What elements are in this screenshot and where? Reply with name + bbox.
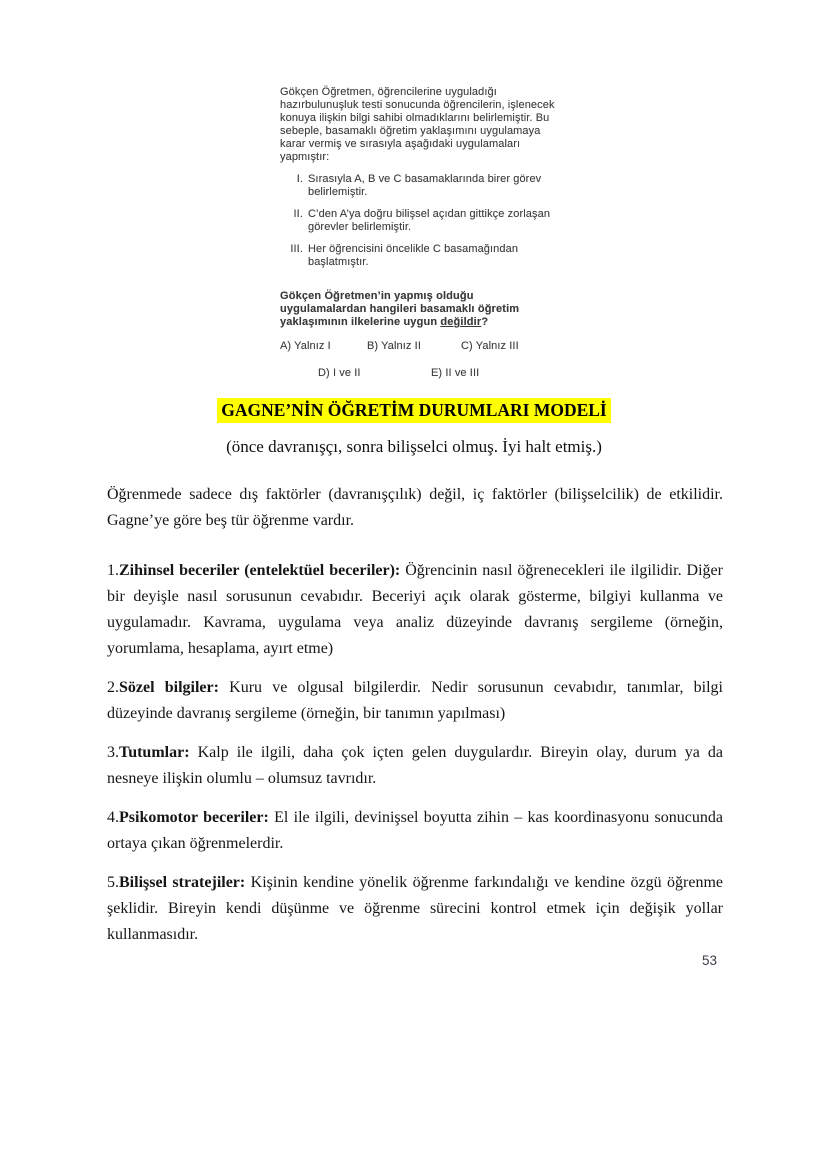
- learning-type-1: [107, 558, 723, 662]
- stem-underlined-word: değildir: [440, 316, 482, 328]
- options-row-2: [280, 367, 560, 381]
- option-e: E) II ve III: [431, 367, 480, 379]
- section-subtitle: (önce davranışçı, sonra bilişselci olmuş. İyi halt etmiş.): [226, 437, 602, 456]
- item-text: Kişinin kendine yönelik öğrenme farkındalığı ve kendine özgü öğrenme şeklidir. Bireyin kendi düşünme ve öğrenme sürecini kontrol etmek için değişik yollar kullanmasıdır.: [107, 874, 724, 943]
- roman-item-text: C’den A’ya doğru bilişsel açıdan gittikçe zorlaşan görevler belirlemiştir.: [308, 208, 551, 233]
- roman-numeral: II.: [293, 208, 303, 220]
- roman-item-text: Her öğrencisini öncelikle C basamağından başlatmıştır.: [308, 243, 519, 268]
- item-label: Sözel bilgiler:: [119, 679, 219, 696]
- question-image-block: [280, 86, 560, 381]
- stem-question-mark: ?: [481, 316, 489, 328]
- roman-numeral: I.: [296, 173, 303, 185]
- learning-type-2: [107, 675, 723, 727]
- roman-numeral: III.: [290, 243, 303, 255]
- item-text: Kuru ve olgusal bilgilerdir. Nedir sorusunun cevabıdır, tanımlar, bilgi düzeyinde davranış sergileme (örneğin, bir tanımın yapılması): [107, 679, 724, 722]
- question-intro-text: Gökçen Öğretmen, öğrencilerine uyguladığı hazırbulunuşluk testi sonucunda öğrencilerin, işlenecek konuya ilişkin bilgi sahibi olmadıklarını belirlemiştir. Bu sebeple, basamaklı öğretim yaklaşımını uygulamaya karar vermiş ve sırasıyla aşağıdaki uygulamaları yapmıştır:: [280, 86, 555, 163]
- item-text: Kalp ile ilgili, daha çok içten gelen duygulardır. Bireyin olay, durum ya da nesneye ilişkin olumlu – olumsuz tavrıdır.: [107, 744, 723, 787]
- learning-type-5: [107, 870, 723, 948]
- item-number: 3.: [107, 744, 119, 761]
- section-title: [0, 400, 828, 421]
- body-text: [107, 482, 723, 961]
- item-label: Zihinsel beceriler (entelektüel beceriler):: [119, 562, 401, 579]
- section-title-highlight: GAGNE’NİN ÖĞRETİM DURUMLARI MODELİ: [217, 398, 611, 423]
- question-roman-list: [280, 173, 560, 269]
- intro-paragraph: Öğrenmede sadece dış faktörler (davranışçılık) değil, iç faktörler (bilişselcilik) de etkilidir. Gagne’ye göre beş tür öğrenme vardır.: [107, 486, 723, 529]
- option-a: A) Yalnız I: [280, 340, 331, 352]
- option-d: D) I ve II: [318, 367, 361, 379]
- item-number: 1.: [107, 562, 119, 579]
- roman-item-text: Sırasıyla A, B ve C basamaklarında birer görev belirlemiştir.: [308, 173, 542, 198]
- roman-item-1: [280, 173, 560, 199]
- item-number: 2.: [107, 679, 119, 696]
- item-text: El ile ilgili, devinişsel boyutta zihin – kas koordinasyonu sonucunda ortaya çıkan öğrenmelerdir.: [107, 809, 723, 852]
- option-c: C) Yalnız III: [461, 340, 519, 352]
- learning-type-3: [107, 740, 723, 792]
- stem-text: Gökçen Öğretmen’in yapmış olduğu uygulamalardan hangileri basamaklı öğretim yaklaşımının ilkelerine uygun: [280, 290, 520, 328]
- option-b: B) Yalnız II: [367, 340, 421, 352]
- options-row-1: [280, 340, 560, 353]
- item-number: 4.: [107, 809, 119, 826]
- item-number: 5.: [107, 874, 119, 891]
- question-stem: [280, 290, 560, 329]
- item-label: Bilişsel stratejiler:: [119, 874, 246, 891]
- page-number: 53: [702, 953, 718, 968]
- roman-item-2: [280, 208, 560, 234]
- item-text: Öğrencinin nasıl öğrenecekleri ile ilgilidir. Diğer bir deyişle nasıl sorusunun cevabıdır. Beceriyi açık olarak gösterme, bilgiyi kullanma ve uygulamadır. Kavrama, uygulama veya analiz düzeyinde davranış sergileme (örneğin, yorumlama, hesaplama, ayırt etme): [107, 562, 723, 657]
- item-label: Psikomotor beceriler:: [119, 809, 269, 826]
- item-label: Tutumlar:: [119, 744, 190, 761]
- learning-type-4: [107, 805, 723, 857]
- roman-item-3: [280, 243, 560, 269]
